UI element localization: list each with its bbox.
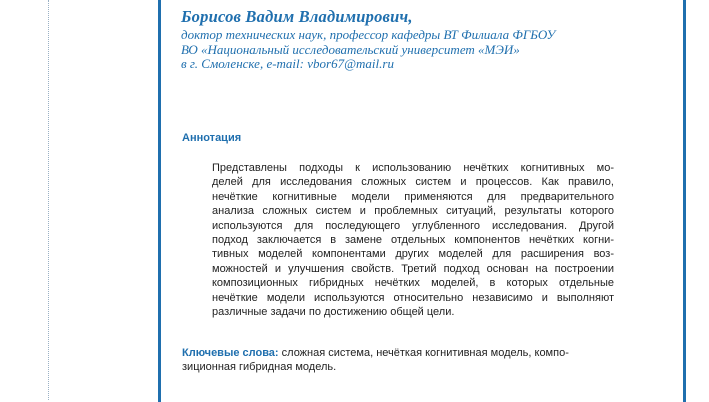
annotation-line: тивных моделей компонентами других моделей для расширения воз-: [212, 248, 614, 261]
annotation-line: анализа сложных систем и проблемных ситуаций, результаты которого: [212, 205, 614, 218]
annotation-line: различные задачи по достижению общей цели.: [212, 306, 455, 319]
keywords-text: сложная система, нечёткая когнитивная модель, компо-: [278, 347, 569, 359]
annotation-line: можностей и улучшения свойств. Третий подход основан на построении: [212, 262, 614, 275]
annotation-line: делей для исследования сложных систем и процессов. Как правило,: [212, 176, 614, 189]
author-name: Борисов Вадим Владимирович,: [181, 7, 413, 26]
keywords-line: зиционная гибридная модель.: [182, 361, 337, 374]
margin-divider: [48, 0, 49, 400]
annotation-line: композиционных гибридных нечётких моделей, в которых отдельные: [212, 277, 614, 290]
keywords-label: Ключевые слова:: [182, 347, 279, 359]
annotation-line: используются для последующего углубленного исследования. Другой: [212, 219, 614, 232]
annotation-text: [212, 161, 614, 319]
keywords: [182, 346, 614, 375]
annotation-line: нечёткие когнитивные модели применяются для предварительного: [212, 190, 614, 203]
annotation-line: подход заключается в замене отдельных компонентов нечётких когни-: [212, 234, 614, 247]
annotation-line: Представлены подходы к использованию нечётких когнитивных мо-: [212, 162, 614, 174]
author-affiliation-line: доктор технических наук, профессор кафедры ВТ Филиала ФГБОУ: [181, 27, 556, 42]
author-block: [181, 6, 681, 72]
annotation-heading: Аннотация: [182, 132, 242, 144]
annotation-line: нечёткие модели используются относительно независимо и выполняют: [212, 291, 614, 304]
keywords-line: [182, 346, 614, 360]
author-affiliation-line: в г. Смоленске, e-mail: vbor67@mail.ru: [181, 56, 394, 71]
author-affiliation-line: ВО «Национальный исследовательский университет «МЭИ»: [181, 41, 520, 57]
